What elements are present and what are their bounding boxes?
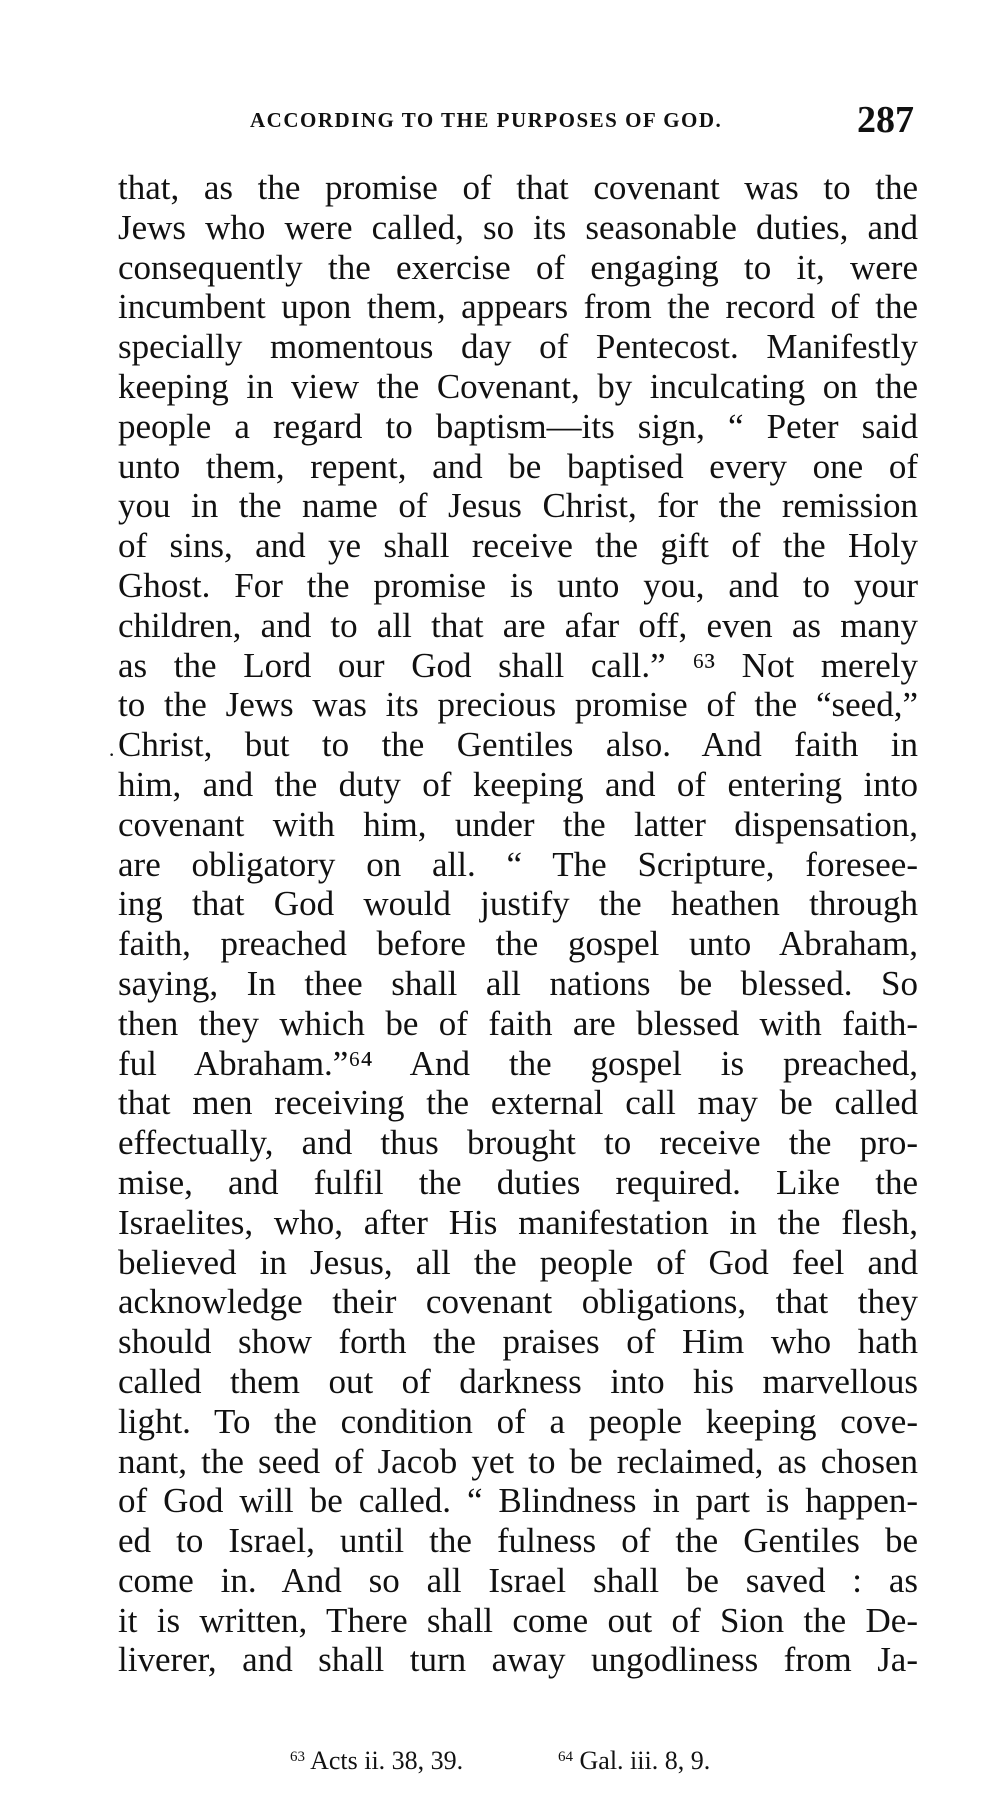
text-line: come in. And so all Israel shall be saved : as: [118, 1560, 918, 1600]
text-line: acknowledge their covenant obligations, that they: [118, 1282, 918, 1322]
text-line: Ghost. For the promise is unto you, and to your: [118, 565, 918, 605]
text-line: unto them, repent, and be baptised every one of: [118, 446, 918, 486]
text-line: faith, preached before the gospel unto Abraham,: [118, 924, 918, 964]
text-line: called them out of darkness into his marvellous: [118, 1361, 918, 1401]
text-line: Jews who were called, so its seasonable duties, and: [118, 207, 918, 247]
text-line: that men receiving the external call may be called: [118, 1083, 918, 1123]
text-line: specially momentous day of Pentecost. Manifestly: [118, 327, 918, 367]
text-line: mise, and fulfil the duties required. Like the: [118, 1162, 918, 1202]
footnote-text: Acts ii. 38, 39.: [310, 1746, 464, 1775]
text-line: nant, the seed of Jacob yet to be reclaimed, as chosen: [118, 1441, 918, 1481]
text-line: covenant with him, under the latter dispensation,: [118, 804, 918, 844]
text-line: of sins, and ye shall receive the gift of the Holy: [118, 526, 918, 566]
footnotes: [118, 1746, 918, 1782]
text-line: are obligatory on all. “ The Scripture, foresee-: [118, 844, 918, 884]
text-line: that, as the promise of that covenant was to the: [118, 168, 918, 207]
text-line: him, and the duty of keeping and of entering into: [118, 764, 918, 804]
text-line: Israelites, who, after His manifestation in the flesh,: [118, 1202, 918, 1242]
text-line: of God will be called. “ Blindness in part is happen-: [118, 1481, 918, 1521]
text-line: children, and to all that are afar off, even as many: [118, 605, 918, 645]
text-line: you in the name of Jesus Christ, for the remission: [118, 486, 918, 526]
footnote-63: [290, 1746, 463, 1776]
text-line: ful Abraham.”⁶⁴ And the gospel is preached,: [118, 1043, 918, 1083]
text-line: effectually, and thus brought to receive the pro-: [118, 1123, 918, 1163]
text-line: consequently the exercise of engaging to it, were: [118, 247, 918, 287]
text-line: incumbent upon them, appears from the record of the: [118, 287, 918, 327]
text-line: it is written, There shall come out of Sion the De-: [118, 1600, 918, 1640]
text-line: believed in Jesus, all the people of God feel and: [118, 1242, 918, 1282]
footnote-64: [558, 1746, 710, 1776]
text-line: liverer, and shall turn away ungodliness from Ja-: [118, 1640, 918, 1680]
text-line: ed to Israel, until the fulness of the Gentiles be: [118, 1521, 918, 1561]
text-line: Christ, but to the Gentiles also. And faith in: [118, 725, 918, 765]
footnote-number: 63: [290, 1749, 305, 1765]
text-line: saying, In thee shall all nations be blessed. So: [118, 963, 918, 1003]
page-number: 287: [857, 99, 914, 141]
margin-mark: ·: [108, 742, 116, 767]
text-line: ing that God would justify the heathen through: [118, 884, 918, 924]
footnote-text: Gal. iii. 8, 9.: [579, 1746, 711, 1775]
running-head: [118, 98, 918, 141]
body-text: [118, 168, 918, 1680]
text-line: should show forth the praises of Him who hath: [118, 1322, 918, 1362]
running-title: ACCORDING TO THE PURPOSES OF GOD.: [250, 108, 723, 132]
text-line: keeping in view the Covenant, by inculcating on the: [118, 366, 918, 406]
footnote-number: 64: [558, 1749, 573, 1765]
text-line: light. To the condition of a people keeping cove-: [118, 1401, 918, 1441]
text-line: to the Jews was its precious promise of the “seed,”: [118, 685, 918, 725]
text-line: people a regard to baptism—its sign, “ Peter said: [118, 406, 918, 446]
text-line: as the Lord our God shall call.” ⁶³ Not merely: [118, 645, 918, 685]
text-line: then they which be of faith are blessed with faith-: [118, 1003, 918, 1043]
